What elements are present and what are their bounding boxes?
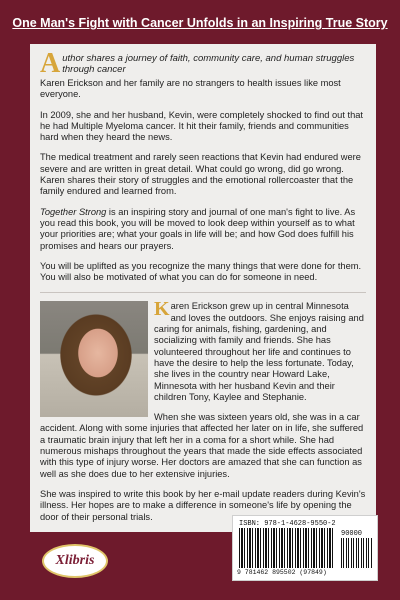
publisher-logo (44, 546, 106, 576)
paragraph-5 (40, 207, 366, 252)
author-photo (40, 301, 148, 417)
book-title: Together Strong (40, 206, 107, 217)
paragraph-1: Karen Erickson and her family are no strangers to health issues like most everyone. (40, 78, 341, 100)
publisher-logo-text: Xlibris (55, 553, 95, 568)
barcode-icon (239, 528, 335, 568)
paragraph-3: The medical treatment and rarely seen reactions that Kevin had endured were severe and are written in great detail. What could go wrong, did go wrong. (40, 152, 361, 174)
bio-paragraph-3: She was inspired to write this book by her e-mail update readers during Kevin's illness. Her hopes are to make a difference in someone's life by opening the door of their personal trials. (40, 488, 366, 522)
headline: One Man's Fight with Cancer Unfolds in an Inspiring True Story (12, 16, 388, 30)
author-bio (40, 301, 366, 531)
paragraph-4: Karen shares their story of struggles and the emotional rollercoaster that the family endured and learned from. (40, 175, 354, 197)
price-code: 90000 (341, 530, 363, 538)
synopsis-panel (30, 44, 376, 532)
paragraph-5-text: is an inspiring story and journal of one man's fight to live. As you read this book, you will be moved to look deep within yourself as to what your priorities are; what your goals in life will be; and how God does fulfill his promises and hears our prayers. (40, 206, 356, 251)
bio-paragraph-2: When she was sixteen years old, she was in a car accident. Along with some injuries that affected her later on in life, she suffered a traumatic brain injury that left her in a coma for a short while. She had numerous mishaps throughout the years that made the side effects associated with this type of injury worse. Her doctors are amazed that she can function as well as she does due to her extensive injuries. (40, 412, 364, 479)
intro-tagline: uthor shares a journey of faith, community care, and human struggles through cancer (62, 53, 355, 75)
isbn-label: ISBN: 978-1-4628-9550-2 (239, 520, 336, 528)
intro-line (40, 48, 366, 79)
bio-paragraph-1-text: aren Erickson grew up in central Minnesota and loves the outdoors. She enjoys raising and caring for animals, fishing, gardening, and socializing with family and friends. She has volunteered throughout her life and continues to have the desire to help the less fortunate. Today, she lives in the country near Howard Lake, Minnesota with her husband Kevin and their children Tony, Kaylee and Stephanie. (154, 301, 364, 402)
dropcap-k: K (154, 301, 170, 321)
dropcap-a: A (40, 48, 61, 79)
paragraph-2: In 2009, she and her husband, Kevin, were completely shocked to find out that he had Multiple Myeloma cancer. It hit their family, friends and communities hard when they heard the news. (40, 109, 364, 143)
isbn-barcode-box (232, 515, 378, 581)
section-divider (40, 292, 366, 293)
barcode-digits: 9 781462 895502 (97849) (237, 569, 327, 576)
paragraph-6: You will be uplifted as you recognize the many things that were done for them. You will also be motivated of what you can do for someone in need. (40, 260, 362, 283)
price-barcode-icon (341, 538, 373, 568)
